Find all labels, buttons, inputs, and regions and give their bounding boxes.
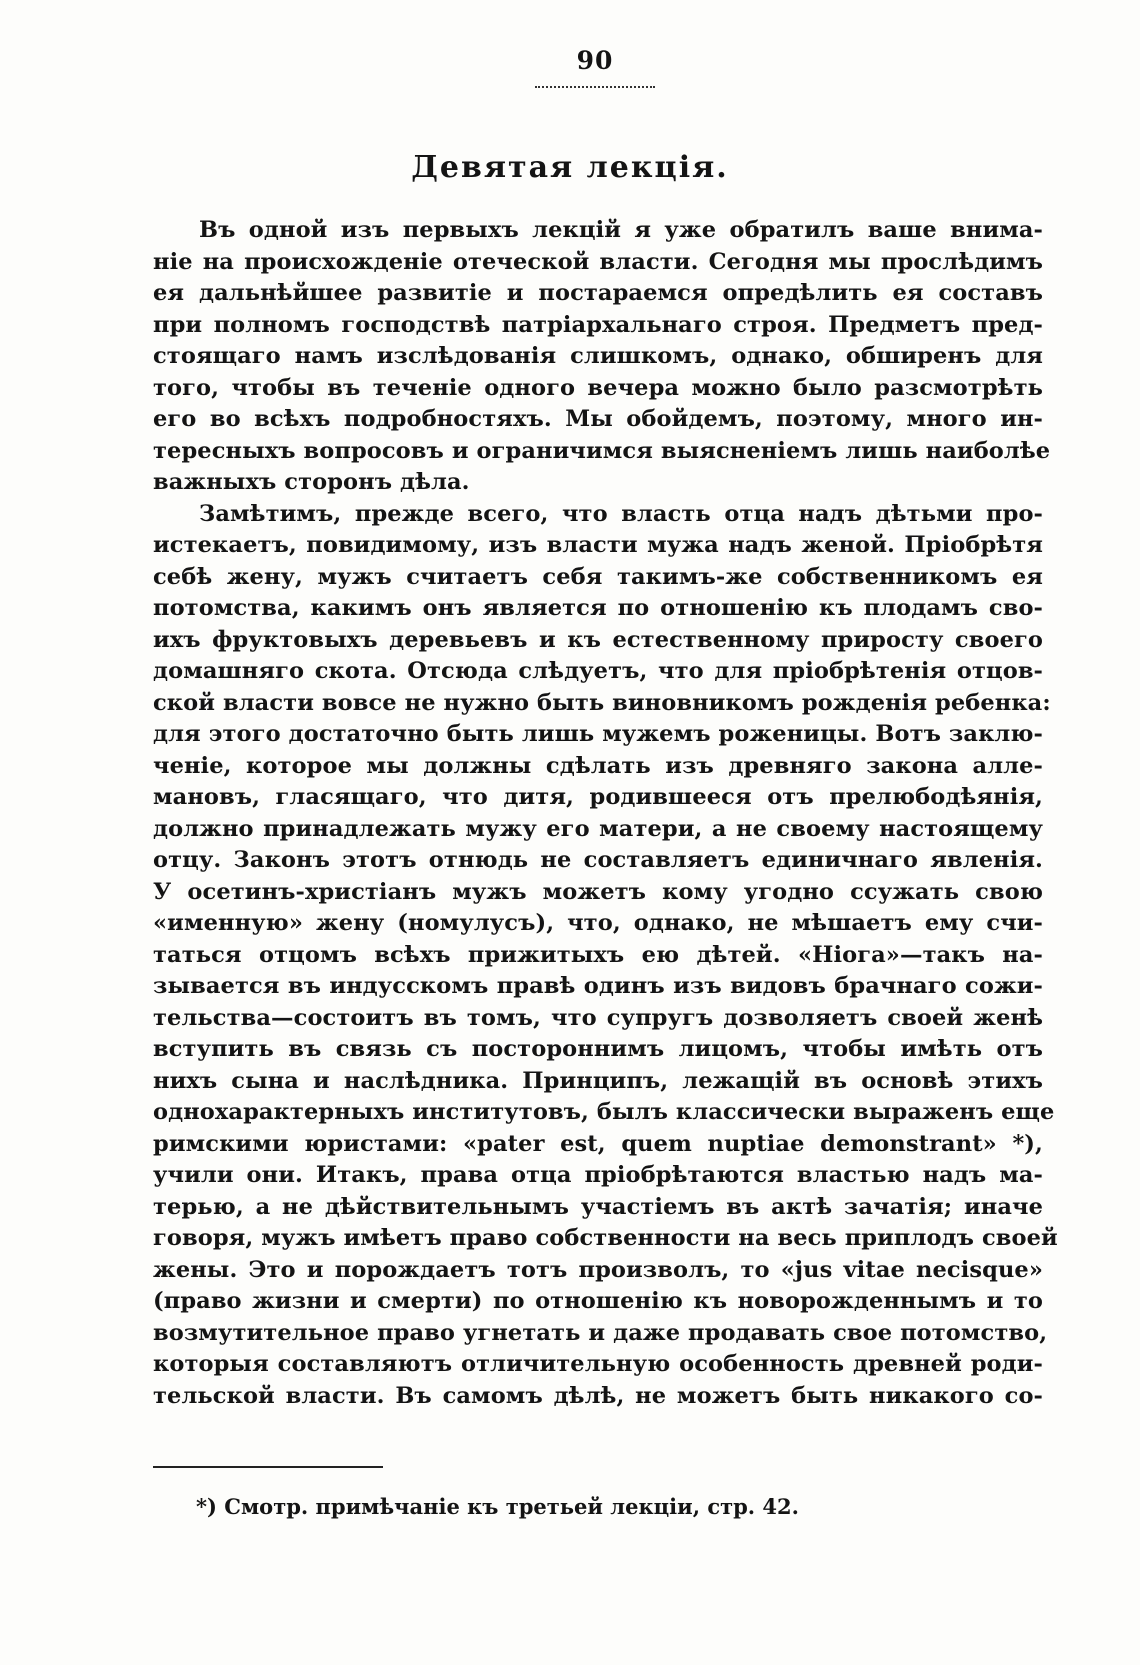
text-line: истекаетъ, повидимому, изъ власти мужа надъ женой. Пріобрѣтя [153, 532, 1043, 558]
text-line: У осетинъ-христіанъ мужъ можетъ кому угодно ссужать свою [153, 878, 1043, 905]
text-line: ской власти вовсе не нужно быть виновникомъ рожденія ребенка: [153, 689, 1051, 716]
text-line: говоря, мужъ имѣетъ право собственности на весь приплодъ своей [153, 1225, 1058, 1251]
text-line: потомства, какимъ онъ является по отношенію къ плодамъ сво- [153, 595, 1043, 621]
text-line: ея дальнѣйшее развитіе и постараемся опредѣлить ея составъ [153, 280, 1043, 306]
page-number-underline [535, 86, 655, 88]
text-line: важныхъ сторонъ дѣла. [153, 469, 470, 495]
text-line: тельства—состоитъ въ томъ, что супругъ дозволяетъ своей женѣ [153, 1004, 1043, 1031]
text-line: себѣ жену, мужъ считаетъ себя такимъ-же собственникомъ ея [153, 563, 1043, 590]
text-line: «именную» жену (номулусъ), что, однако, не мѣшаетъ ему счи- [153, 910, 1043, 936]
chapter-title: Девятая лекція. [411, 150, 729, 185]
footnote: *) Смотр. примѣчаніе къ третьей лекціи, стр. 42. [196, 1494, 799, 1519]
text-line: однохарактерныхъ институтовъ, былъ классически выраженъ еще [153, 1099, 1055, 1125]
text-line: ихъ фруктовыхъ деревьевъ и къ естественному приросту своего [153, 626, 1043, 653]
text-line: таться отцомъ всѣхъ прижитыхъ ею дѣтей. «Ніога»—такъ на- [153, 941, 1043, 968]
text-line: тельской власти. Въ самомъ дѣлѣ, не можетъ быть никакого со- [153, 1382, 1043, 1409]
text-line: Въ одной изъ первыхъ лекцій я уже обратилъ ваше внима- [199, 217, 1043, 243]
text-line: вступить въ связь съ постороннимъ лицомъ, чтобы имѣть отъ [153, 1036, 1043, 1062]
body-text [153, 215, 1058, 1412]
text-line: ченіе, которое мы должны сдѣлать изъ древняго закона алле- [153, 752, 1043, 779]
text-line: римскими юристами: «pater est, quem nuptiae demonstrant» *), [153, 1130, 1043, 1157]
text-line: при полномъ господствѣ патріархальнаго строя. Предметъ пред- [153, 311, 1043, 338]
text-line: которыя составляютъ отличительную особенность древней роди- [153, 1351, 1043, 1377]
text-line: мановъ, гласящаго, что дитя, родившееся отъ прелюбодѣянія, [153, 784, 1043, 810]
text-line: должно принадлежать мужу его матери, а не своему настоящему [153, 815, 1043, 842]
text-line: того, чтобы въ теченіе одного вечера можно было разсмотрѣть [153, 374, 1043, 401]
text-line: ніе на происхожденіе отеческой власти. Сегодня мы прослѣдимъ [153, 248, 1043, 275]
footnote-separator [153, 1466, 383, 1468]
text-line: Замѣтимъ, прежде всего, что власть отца надъ дѣтьми про- [199, 500, 1043, 527]
text-line: жены. Это и порождаетъ тотъ произволъ, то «jus vitae necisque» [153, 1256, 1043, 1283]
text-line: терью, а не дѣйствительнымъ участіемъ въ актѣ зачатія; иначе [153, 1193, 1043, 1220]
text-line: для этого достаточно быть лишь мужемъ роженицы. Вотъ заклю- [153, 721, 1043, 747]
page-number: 90 [576, 46, 614, 75]
text-line: стоящаго намъ изслѣдованія слишкомъ, однако, обширенъ для [153, 343, 1043, 369]
text-line: его во всѣхъ подробностяхъ. Мы обойдемъ, поэтому, много ин- [153, 406, 1043, 432]
text-line: тересныхъ вопросовъ и ограничимся выясненіемъ лишь наиболѣе [153, 437, 1051, 464]
text-line: отцу. Законъ этотъ отнюдь не составляетъ единичнаго явленія. [153, 847, 1043, 873]
text-line: домашняго скота. Отсюда слѣдуетъ, что для пріобрѣтенія отцов- [153, 658, 1043, 684]
text-line: учили они. Итакъ, права отца пріобрѣтаются властью надъ ма- [153, 1162, 1043, 1188]
text-line: зывается въ индусскомъ правѣ одинъ изъ видовъ брачнаго сожи- [153, 973, 1043, 999]
text-line: (право жизни и смерти) по отношенію къ новорожденнымъ и то [153, 1288, 1043, 1314]
text-line: возмутительное право угнетать и даже продавать свое потомство, [153, 1319, 1048, 1346]
text-line: нихъ сына и наслѣдника. Принципъ, лежащій въ основѣ этихъ [153, 1067, 1043, 1094]
